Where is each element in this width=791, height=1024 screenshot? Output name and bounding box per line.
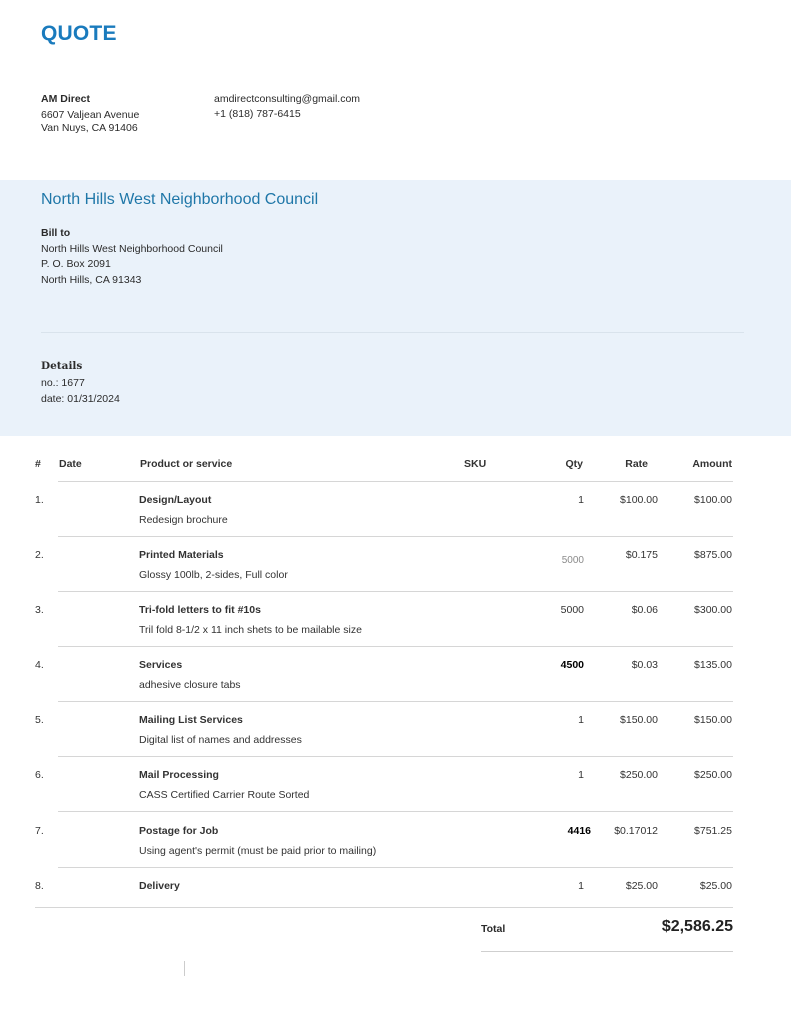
row-number: 7. — [35, 825, 44, 837]
row-number: 3. — [35, 604, 44, 616]
row-amount: $751.25 — [694, 825, 732, 837]
row-qty: 1 — [578, 494, 584, 506]
bill-to-name: North Hills West Neighborhood Council — [41, 242, 223, 255]
bill-to-line2: North Hills, CA 91343 — [41, 273, 142, 286]
header-amount: Amount — [692, 458, 732, 470]
document-title: QUOTE — [41, 22, 117, 45]
row-product: Mailing List Services — [139, 714, 243, 726]
table-row — [0, 813, 791, 868]
row-number: 6. — [35, 769, 44, 781]
client-heading: North Hills West Neighborhood Council — [41, 191, 319, 208]
row-amount: $135.00 — [694, 659, 732, 671]
sender-phone: +1 (818) 787-6415 — [214, 107, 301, 120]
row-product: Printed Materials — [139, 549, 224, 561]
table-row — [0, 702, 791, 757]
text-cursor-mark — [184, 961, 185, 976]
total-label: Total — [481, 923, 506, 935]
bill-to-block — [41, 226, 223, 288]
row-amount: $100.00 — [694, 494, 732, 506]
row-divider — [58, 811, 733, 812]
table-row — [0, 868, 791, 908]
row-description: Digital list of names and addresses — [139, 734, 302, 746]
row-rate: $0.17012 — [614, 825, 658, 837]
row-product: Design/Layout — [139, 494, 212, 506]
row-amount: $250.00 — [694, 769, 732, 781]
row-amount: $300.00 — [694, 604, 732, 616]
row-description: Using agent's permit (must be paid prior to mailing) — [139, 845, 377, 857]
row-description: Tril fold 8-1/2 x 11 inch shets to be mailable size — [139, 624, 362, 636]
header-qty: Qty — [565, 458, 583, 470]
row-rate: $0.06 — [631, 604, 658, 616]
row-number: 4. — [35, 659, 44, 671]
sender-address-line1: 6607 Valjean Avenue — [41, 109, 140, 121]
row-description: Redesign brochure — [139, 514, 228, 526]
band-divider — [41, 332, 744, 333]
row-qty: 5000 — [560, 604, 584, 616]
details-number: no.: 1677 — [41, 376, 85, 389]
row-qty: 4500 — [560, 659, 584, 671]
row-amount: $875.00 — [694, 549, 732, 561]
header-product: Product or service — [140, 458, 233, 470]
table-row — [0, 647, 791, 702]
row-rate: $150.00 — [620, 714, 658, 726]
sender-name: AM Direct — [41, 93, 91, 105]
row-qty: 4416 — [567, 825, 591, 837]
details-date: date: 01/31/2024 — [41, 393, 120, 405]
row-product: Services — [139, 659, 183, 671]
header-date: Date — [59, 458, 82, 470]
row-rate: $100.00 — [620, 494, 658, 506]
row-divider — [35, 907, 733, 908]
bill-to-label: Bill to — [41, 227, 71, 239]
row-product: Mail Processing — [139, 769, 219, 781]
row-rate: $0.175 — [625, 549, 658, 561]
sender-block — [41, 93, 139, 135]
header-sku: SKU — [464, 458, 487, 470]
row-qty: 1 — [578, 880, 584, 892]
row-rate: $0.03 — [631, 659, 658, 671]
row-product: Tri-fold letters to fit #10s — [139, 604, 261, 616]
table-row — [0, 592, 791, 647]
row-number: 5. — [35, 714, 44, 726]
row-qty: 1 — [578, 714, 584, 726]
header-rate: Rate — [625, 458, 648, 470]
row-description: CASS Certified Carrier Route Sorted — [139, 789, 310, 801]
row-number: 1. — [35, 494, 44, 506]
row-amount: $150.00 — [694, 714, 732, 726]
details-block — [41, 358, 120, 408]
row-rate: $250.00 — [620, 769, 658, 781]
table-row — [0, 757, 791, 812]
row-number: 2. — [35, 549, 44, 561]
row-qty: 5000 — [561, 555, 584, 566]
row-product: Postage for Job — [139, 825, 219, 837]
row-description: adhesive closure tabs — [139, 679, 241, 691]
table-row — [0, 537, 791, 592]
sender-email: amdirectconsulting@gmail.com — [214, 93, 361, 105]
row-rate: $25.00 — [625, 880, 658, 892]
row-qty: 1 — [578, 769, 584, 781]
row-description: Glossy 100lb, 2-sides, Full color — [139, 569, 288, 581]
bill-to-line1: P. O. Box 2091 — [41, 258, 111, 270]
sender-contact — [214, 92, 360, 121]
total-value: $2,586.25 — [661, 918, 733, 935]
total-divider — [481, 951, 733, 952]
row-amount: $25.00 — [699, 880, 732, 892]
details-label: Details — [41, 360, 83, 372]
sender-address-line2: Van Nuys, CA 91406 — [41, 122, 138, 134]
header-num: # — [35, 458, 41, 470]
table-row — [0, 482, 791, 537]
row-product: Delivery — [139, 880, 180, 892]
row-number: 8. — [35, 880, 44, 892]
